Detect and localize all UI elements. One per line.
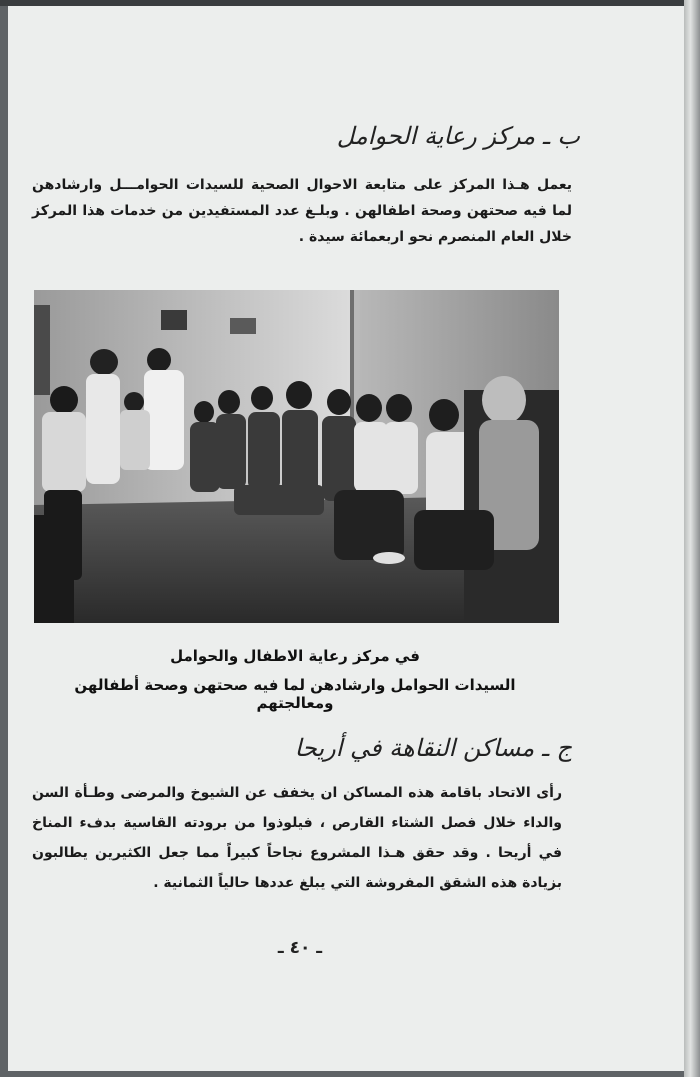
section-b-paragraph: يعمل هـذا المركز على متابعة الاحوال الصحية للسيدات الحوامـــل وارشادهن لما فيه صحتهن وصحة اطفالهن . وبلـغ عدد المستفيدين من خدمات هذا المركز خلال العام المنصرم نحو اربعمائة سيدة . — [32, 177, 572, 245]
section-c-heading: ج ـ مساكن النقاهة في أريحا — [294, 734, 572, 762]
clinic-photo-illustration — [34, 290, 559, 623]
section-b-heading: ب ـ مركز رعاية الحوامل — [336, 122, 580, 150]
page-edge — [684, 0, 700, 1077]
clinic-photo — [34, 290, 559, 623]
photo-caption-line-1: في مركز رعاية الاطفال والحوامل — [170, 647, 420, 665]
section-c-paragraph: رأى الاتحاد باقامة هذه المساكن ان يخفف عن الشيوخ والمرضى وطـأة السن والداء خلال فصل الشتاء القارص ، فيلوذوا من برودته القاسية بدفء المناخ في أريحا . وقد حقق هـذا المشروع نجاحاً كبيراً مما جعل الكثيرين يطالبون بزيادة هذه الشقق المفروشة التي يبلغ عددها حالياً الثمانية . — [32, 785, 562, 891]
photo-caption-line-2: السيدات الحوامل وارشادهن لما فيه صحتهن وصحة أطفالهن ومعالجتهم — [74, 676, 516, 712]
page-number: ـ ٤٠ ـ — [277, 938, 323, 958]
